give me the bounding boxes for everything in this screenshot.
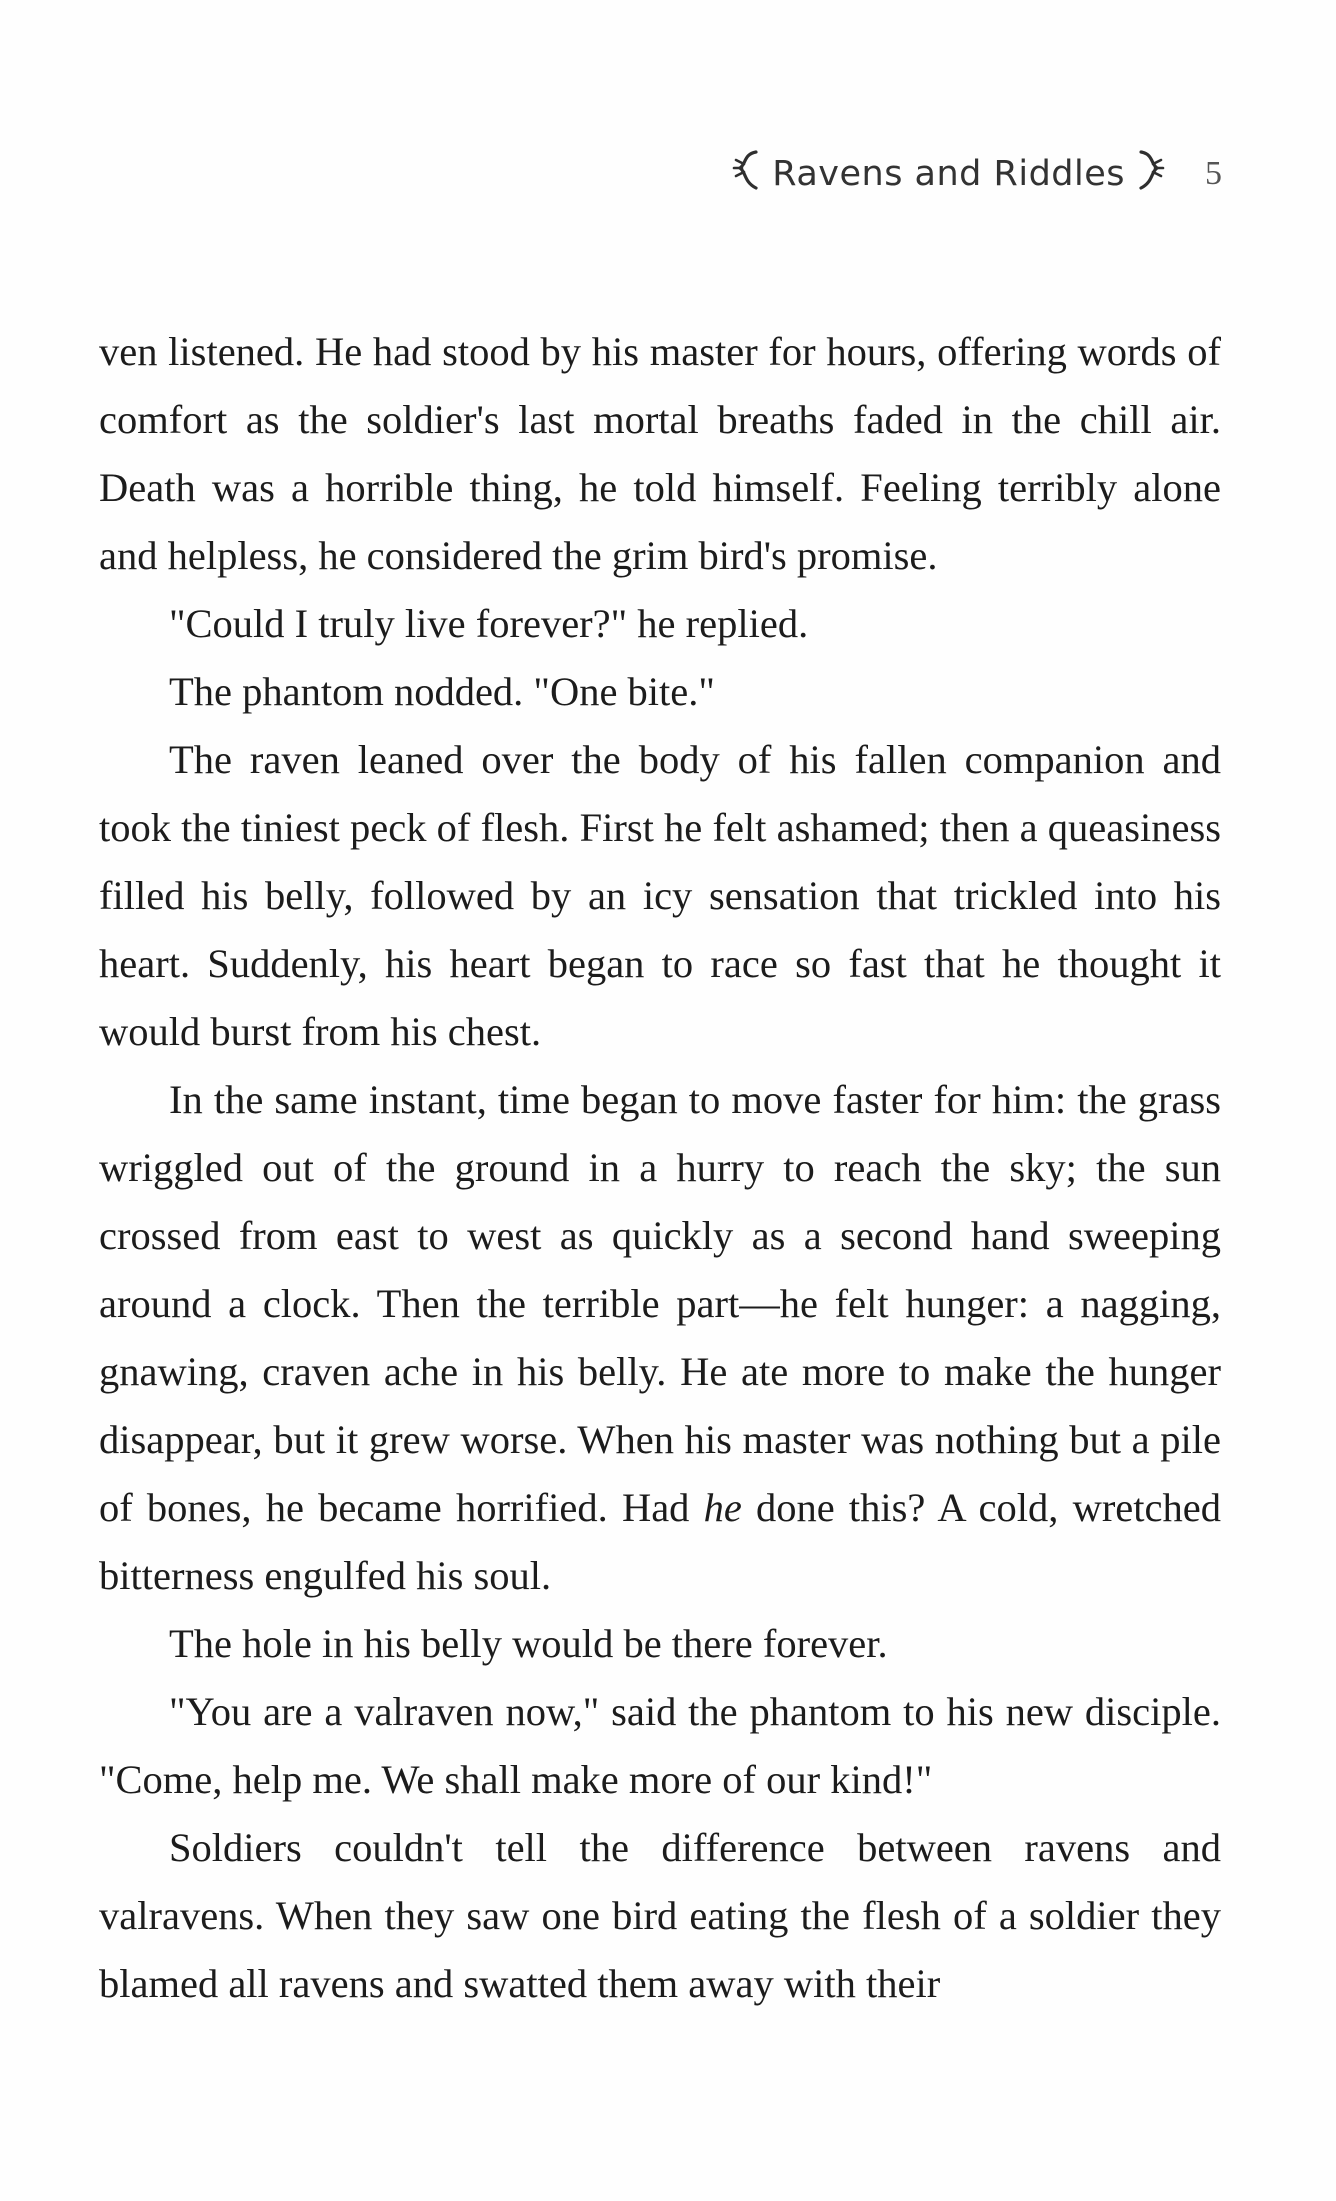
ornament-right-icon [1133,148,1167,199]
paragraph-6: The hole in his belly would be there forever. [169,1621,888,1666]
paragraph-7: "You are a valraven now," said the phantom to his new disciple. "Come, help me. We shall make more of our kind!" [99,1689,1221,1802]
paragraph-3: The phantom nodded. "One bite." [169,669,715,714]
body-text [99,318,1221,2018]
scroll-ornament-right-icon [1133,148,1167,192]
scroll-ornament-left-icon [730,148,764,192]
paragraph-5-emphasis: he [703,1485,742,1530]
ornament-left-icon [730,148,764,199]
paragraph-5 [99,1066,1221,1610]
paragraph-5-text-b: done this? A cold, wretched bitterness engulfed his soul. [99,1485,1221,1598]
paragraph-8: Soldiers couldn't tell the difference between ravens and valravens. When they saw one bird eating the flesh of a soldier they blamed all ravens and swatted them away with their [99,1825,1221,2006]
running-head [730,148,1222,199]
page-number: 5 [1205,154,1222,192]
running-head-title: Ravens and Riddles [772,153,1125,194]
paragraph-4: The raven leaned over the body of his fallen companion and took the tiniest peck of flesh. First he felt ashamed; then a queasiness filled his belly, followed by an icy sensation that trickled into his heart. Suddenly, his heart began to race so fast that he thought it would burst from his chest. [99,737,1221,1054]
paragraph-2: "Could I truly live forever?" he replied. [169,601,809,646]
paragraph-1: ven listened. He had stood by his master for hours, offering words of comfort as the soldier's last mortal breaths faded in the chill air. Death was a horrible thing, he told himself. Feeling terribly alone and helpless, he considered the grim bird's promise. [99,329,1221,578]
paragraph-5-text-a: In the same instant, time began to move faster for him: the grass wriggled out of the ground in a hurry to reach the sky; the sun crossed from east to west as quickly as a second hand sweeping around a clock. Then the terrible part—he felt hunger: a nagging, gnawing, craven ache in his belly. He ate more to make the hunger disappear, but it grew worse. When his master was nothing but a pile of bones, he became horrified. Had [99,1077,1221,1530]
